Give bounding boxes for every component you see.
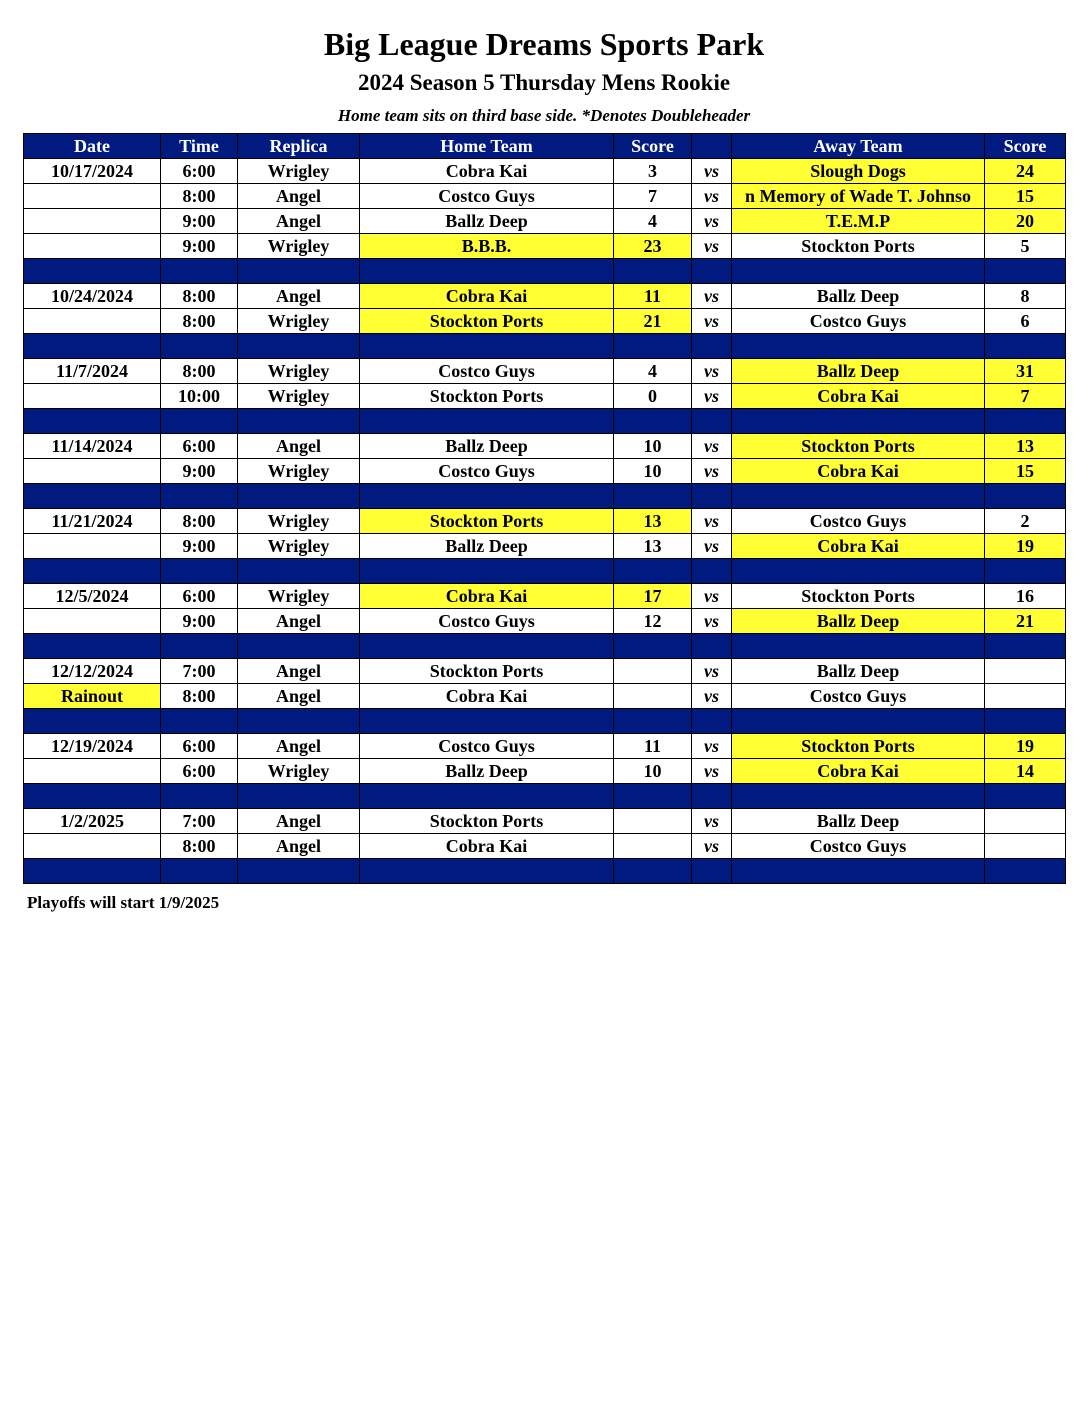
table-row [24,459,1066,484]
date-cell [24,309,161,334]
time-cell: 9:00 [161,209,238,234]
table-row [24,809,1066,834]
away-score-cell: 16 [985,584,1066,609]
away-score-cell: 8 [985,284,1066,309]
col-header-date: Date [24,134,161,159]
home-score-cell: 3 [614,159,692,184]
replica-cell: Angel [238,684,360,709]
time-cell: 8:00 [161,834,238,859]
home-score-cell [614,809,692,834]
away-score-cell: 24 [985,159,1066,184]
time-cell: 9:00 [161,459,238,484]
table-row [24,434,1066,459]
home-team-cell: Cobra Kai [360,584,614,609]
vs-cell: vs [692,584,732,609]
away-team-cell: Cobra Kai [732,384,985,409]
away-team-cell: Costco Guys [732,834,985,859]
vs-cell: vs [692,359,732,384]
col-header-away-team: Away Team [732,134,985,159]
table-row [24,684,1066,709]
time-cell: 9:00 [161,609,238,634]
date-cell [24,384,161,409]
time-cell: 8:00 [161,684,238,709]
date-cell [24,834,161,859]
page-title: Big League Dreams Sports Park [323,26,765,62]
schedule-note: Home team sits on third base side. *Denotes Doubleheader [337,106,751,125]
home-score-cell: 4 [614,359,692,384]
away-score-cell: 6 [985,309,1066,334]
vs-cell: vs [692,609,732,634]
time-cell: 8:00 [161,284,238,309]
separator-row [24,634,1066,659]
time-cell: 8:00 [161,359,238,384]
time-cell: 9:00 [161,234,238,259]
table-row [24,234,1066,259]
away-team-cell: Ballz Deep [732,609,985,634]
date-cell [24,609,161,634]
away-score-cell: 13 [985,434,1066,459]
date-cell: 12/5/2024 [24,584,161,609]
home-score-cell: 23 [614,234,692,259]
replica-cell: Wrigley [238,584,360,609]
vs-cell: vs [692,459,732,484]
vs-cell: vs [692,509,732,534]
col-header-vs [692,134,732,159]
replica-cell: Wrigley [238,759,360,784]
home-score-cell: 13 [614,534,692,559]
away-team-cell: Ballz Deep [732,809,985,834]
separator-row [24,709,1066,734]
date-cell: 10/17/2024 [24,159,161,184]
table-row [24,534,1066,559]
replica-cell: Angel [238,284,360,309]
table-row [24,734,1066,759]
separator-row [24,784,1066,809]
home-score-cell [614,659,692,684]
away-team-cell: n Memory of Wade T. Johnso [732,184,985,209]
replica-cell: Angel [238,434,360,459]
home-score-cell: 21 [614,309,692,334]
date-cell [24,209,161,234]
time-cell: 8:00 [161,509,238,534]
away-score-cell: 19 [985,534,1066,559]
vs-cell: vs [692,734,732,759]
playoffs-note: Playoffs will start 1/9/2025 [27,893,220,912]
home-score-cell: 7 [614,184,692,209]
date-cell: 11/14/2024 [24,434,161,459]
col-header-home-score: Score [614,134,692,159]
replica-cell: Angel [238,734,360,759]
home-team-cell: Costco Guys [360,459,614,484]
home-team-cell: Stockton Ports [360,659,614,684]
vs-cell: vs [692,184,732,209]
table-row [24,384,1066,409]
home-team-cell: Costco Guys [360,609,614,634]
home-team-cell: Costco Guys [360,734,614,759]
replica-cell: Wrigley [238,384,360,409]
away-team-cell: Costco Guys [732,684,985,709]
away-score-cell: 7 [985,384,1066,409]
away-team-cell: Ballz Deep [732,359,985,384]
home-score-cell: 10 [614,434,692,459]
table-row [24,834,1066,859]
vs-cell: vs [692,684,732,709]
away-score-cell [985,809,1066,834]
away-score-cell: 19 [985,734,1066,759]
away-team-cell: Slough Dogs [732,159,985,184]
date-cell [24,184,161,209]
vs-cell: vs [692,809,732,834]
home-team-cell: Stockton Ports [360,509,614,534]
table-row [24,359,1066,384]
home-team-cell: Ballz Deep [360,534,614,559]
away-team-cell: Stockton Ports [732,584,985,609]
away-team-cell: Ballz Deep [732,659,985,684]
vs-cell: vs [692,534,732,559]
time-cell: 6:00 [161,434,238,459]
separator-row [24,259,1066,284]
home-team-cell: Ballz Deep [360,209,614,234]
table-row [24,184,1066,209]
home-team-cell: Costco Guys [360,184,614,209]
vs-cell: vs [692,659,732,684]
vs-cell: vs [692,234,732,259]
home-team-cell: Cobra Kai [360,684,614,709]
away-score-cell [985,684,1066,709]
home-score-cell [614,684,692,709]
table-row [24,309,1066,334]
home-score-cell: 10 [614,459,692,484]
date-cell [24,759,161,784]
home-score-cell: 0 [614,384,692,409]
schedule-table [23,133,1066,884]
home-team-cell: Ballz Deep [360,434,614,459]
away-score-cell: 31 [985,359,1066,384]
vs-cell: vs [692,834,732,859]
time-cell: 8:00 [161,309,238,334]
separator-row [24,334,1066,359]
time-cell: 10:00 [161,384,238,409]
separator-row [24,859,1066,884]
time-cell: 6:00 [161,159,238,184]
away-team-cell: Stockton Ports [732,234,985,259]
home-score-cell: 12 [614,609,692,634]
away-team-cell: Costco Guys [732,309,985,334]
time-cell: 7:00 [161,659,238,684]
away-score-cell: 2 [985,509,1066,534]
home-team-cell: Costco Guys [360,359,614,384]
replica-cell: Wrigley [238,309,360,334]
away-team-cell: Cobra Kai [732,534,985,559]
replica-cell: Wrigley [238,509,360,534]
replica-cell: Angel [238,609,360,634]
col-header-home-team: Home Team [360,134,614,159]
time-cell: 8:00 [161,184,238,209]
rainout-cell: Rainout [24,684,161,709]
date-cell: 1/2/2025 [24,809,161,834]
home-score-cell [614,834,692,859]
home-score-cell: 11 [614,734,692,759]
away-score-cell: 15 [985,184,1066,209]
vs-cell: vs [692,759,732,784]
separator-row [24,559,1066,584]
home-team-cell: Ballz Deep [360,759,614,784]
time-cell: 9:00 [161,534,238,559]
vs-cell: vs [692,209,732,234]
replica-cell: Wrigley [238,534,360,559]
replica-cell: Angel [238,809,360,834]
date-cell: 12/12/2024 [24,659,161,684]
col-header-replica: Replica [238,134,360,159]
home-score-cell: 10 [614,759,692,784]
home-score-cell: 17 [614,584,692,609]
date-cell: 12/19/2024 [24,734,161,759]
date-cell [24,534,161,559]
date-cell [24,234,161,259]
away-team-cell: T.E.M.P [732,209,985,234]
home-score-cell: 11 [614,284,692,309]
date-cell: 11/21/2024 [24,509,161,534]
separator-row [24,409,1066,434]
away-score-cell: 14 [985,759,1066,784]
table-row [24,159,1066,184]
time-cell: 6:00 [161,759,238,784]
away-team-cell: Stockton Ports [732,734,985,759]
table-row [24,659,1066,684]
replica-cell: Wrigley [238,234,360,259]
home-team-cell: Stockton Ports [360,384,614,409]
home-team-cell: Stockton Ports [360,309,614,334]
header-row [24,134,1066,159]
date-cell: 10/24/2024 [24,284,161,309]
away-score-cell: 20 [985,209,1066,234]
home-team-cell: Cobra Kai [360,284,614,309]
time-cell: 6:00 [161,734,238,759]
col-header-time: Time [161,134,238,159]
away-score-cell: 5 [985,234,1066,259]
vs-cell: vs [692,384,732,409]
table-row [24,759,1066,784]
replica-cell: Wrigley [238,359,360,384]
home-score-cell: 13 [614,509,692,534]
away-score-cell: 15 [985,459,1066,484]
away-score-cell [985,659,1066,684]
replica-cell: Angel [238,184,360,209]
table-row [24,209,1066,234]
replica-cell: Angel [238,834,360,859]
replica-cell: Angel [238,659,360,684]
table-row [24,284,1066,309]
home-team-cell: Cobra Kai [360,834,614,859]
date-cell [24,459,161,484]
vs-cell: vs [692,434,732,459]
table-row [24,609,1066,634]
col-header-away-score: Score [985,134,1066,159]
home-team-cell: B.B.B. [360,234,614,259]
away-team-cell: Stockton Ports [732,434,985,459]
replica-cell: Angel [238,209,360,234]
away-team-cell: Ballz Deep [732,284,985,309]
home-score-cell: 4 [614,209,692,234]
replica-cell: Wrigley [238,159,360,184]
away-team-cell: Cobra Kai [732,459,985,484]
replica-cell: Wrigley [238,459,360,484]
vs-cell: vs [692,309,732,334]
time-cell: 7:00 [161,809,238,834]
away-team-cell: Cobra Kai [732,759,985,784]
home-team-cell: Cobra Kai [360,159,614,184]
away-team-cell: Costco Guys [732,509,985,534]
vs-cell: vs [692,284,732,309]
time-cell: 6:00 [161,584,238,609]
home-team-cell: Stockton Ports [360,809,614,834]
vs-cell: vs [692,159,732,184]
table-row [24,584,1066,609]
separator-row [24,484,1066,509]
table-row [24,509,1066,534]
away-score-cell: 21 [985,609,1066,634]
date-cell: 11/7/2024 [24,359,161,384]
away-score-cell [985,834,1066,859]
page-subtitle: 2024 Season 5 Thursday Mens Rookie [357,70,731,95]
